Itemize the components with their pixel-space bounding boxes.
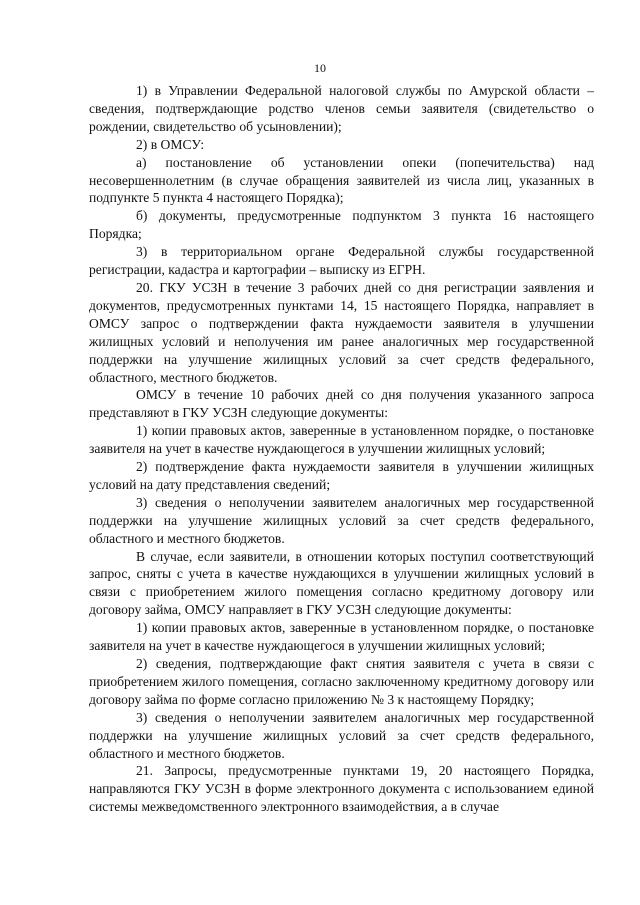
page-number: 10	[314, 61, 326, 75]
paragraph-13: 2) сведения, подтверждающие факт снятия заявителя с учета в связи с приобретением жилого помещения, согласно заключенному кредитному договору или договору займа по форме согласно приложению № 3 к настоящему Порядку;	[89, 656, 594, 707]
paragraph-15: 21. Запросы, предусмотренные пунктами 19, 20 настоящего Порядка, направляются ГКУ УСЗН в форме электронного документа с использованием единой системы межведомственного электронного взаимодействия, а в случае	[89, 763, 594, 815]
paragraph-9: 2) подтверждение факта нуждаемости заявителя в улучшении жилищных условий на дату представления сведений;	[89, 459, 594, 492]
paragraph-12: 1) копии правовых актов, заверенные в установленном порядке, о постановке заявителя на учет в качестве нуждающегося в улучшении жилищных условий;	[89, 620, 594, 654]
paragraph-1: 1) в Управлении Федеральной налоговой службы по Амурской области – сведения, подтверждающие родство членов семьи заявителя (свидетельство о рождении, свидетельство об усыновлении);	[89, 83, 594, 134]
document-body	[89, 82, 594, 816]
paragraph-14: 3) сведения о неполучении заявителем аналогичных мер государственной поддержки на улучшение жилищных условий за счет средств федерального, областного и местного бюджетов.	[89, 709, 594, 761]
paragraph-4: б) документы, предусмотренные подпунктом 3 пункта 16 настоящего Порядка;	[89, 208, 594, 242]
paragraph-7: ОМСУ в течение 10 рабочих дней со дня получения указанного запроса представляют в ГКУ УСЗН следующие документы:	[89, 387, 594, 421]
paragraph-11: В случае, если заявители, в отношении которых поступил соответствующий запрос, сняты с учета в качестве нуждающихся в улучшении жилищных условий в связи с приобретением жилого помещения согласно кредитному договору или договору займа, ОМСУ направляет в ГКУ УСЗН следующие документы:	[89, 548, 594, 618]
paragraph-8: 1) копии правовых актов, заверенные в установленном порядке, о постановке заявителя на учет в качестве нуждающегося в улучшении жилищных условий;	[89, 423, 594, 457]
paragraph-6: 20. ГКУ УСЗН в течение 3 рабочих дней со дня регистрации заявления и документов, предусмотренных пунктами 14, 15 настоящего Порядка, направляет в ОМСУ запрос о подтверждении факта нуждаемости заявителя в улучшении жилищных условий и неполучения им ранее аналогичных мер государственной поддержки на улучшение жилищных условий за счет средств федерального, областного, местного бюджетов.	[89, 279, 594, 385]
paragraph-2: 2) в ОМСУ:	[136, 136, 205, 152]
paragraph-10: 3) сведения о неполучении заявителем аналогичных мер государственной поддержки на улучшение жилищных условий за счет средств федерального, областного и местного бюджетов.	[89, 494, 594, 546]
paragraph-3: а) постановление об установлении опеки (попечительства) над несовершеннолетним (в случае обращения заявителей из числа лиц, указанных в подпункте 5 пункта 4 настоящего Порядка);	[89, 154, 594, 206]
paragraph-5: 3) в территориальном органе Федеральной службы государственной регистрации, кадастра и картографии – выписку из ЕГРН.	[89, 244, 594, 278]
